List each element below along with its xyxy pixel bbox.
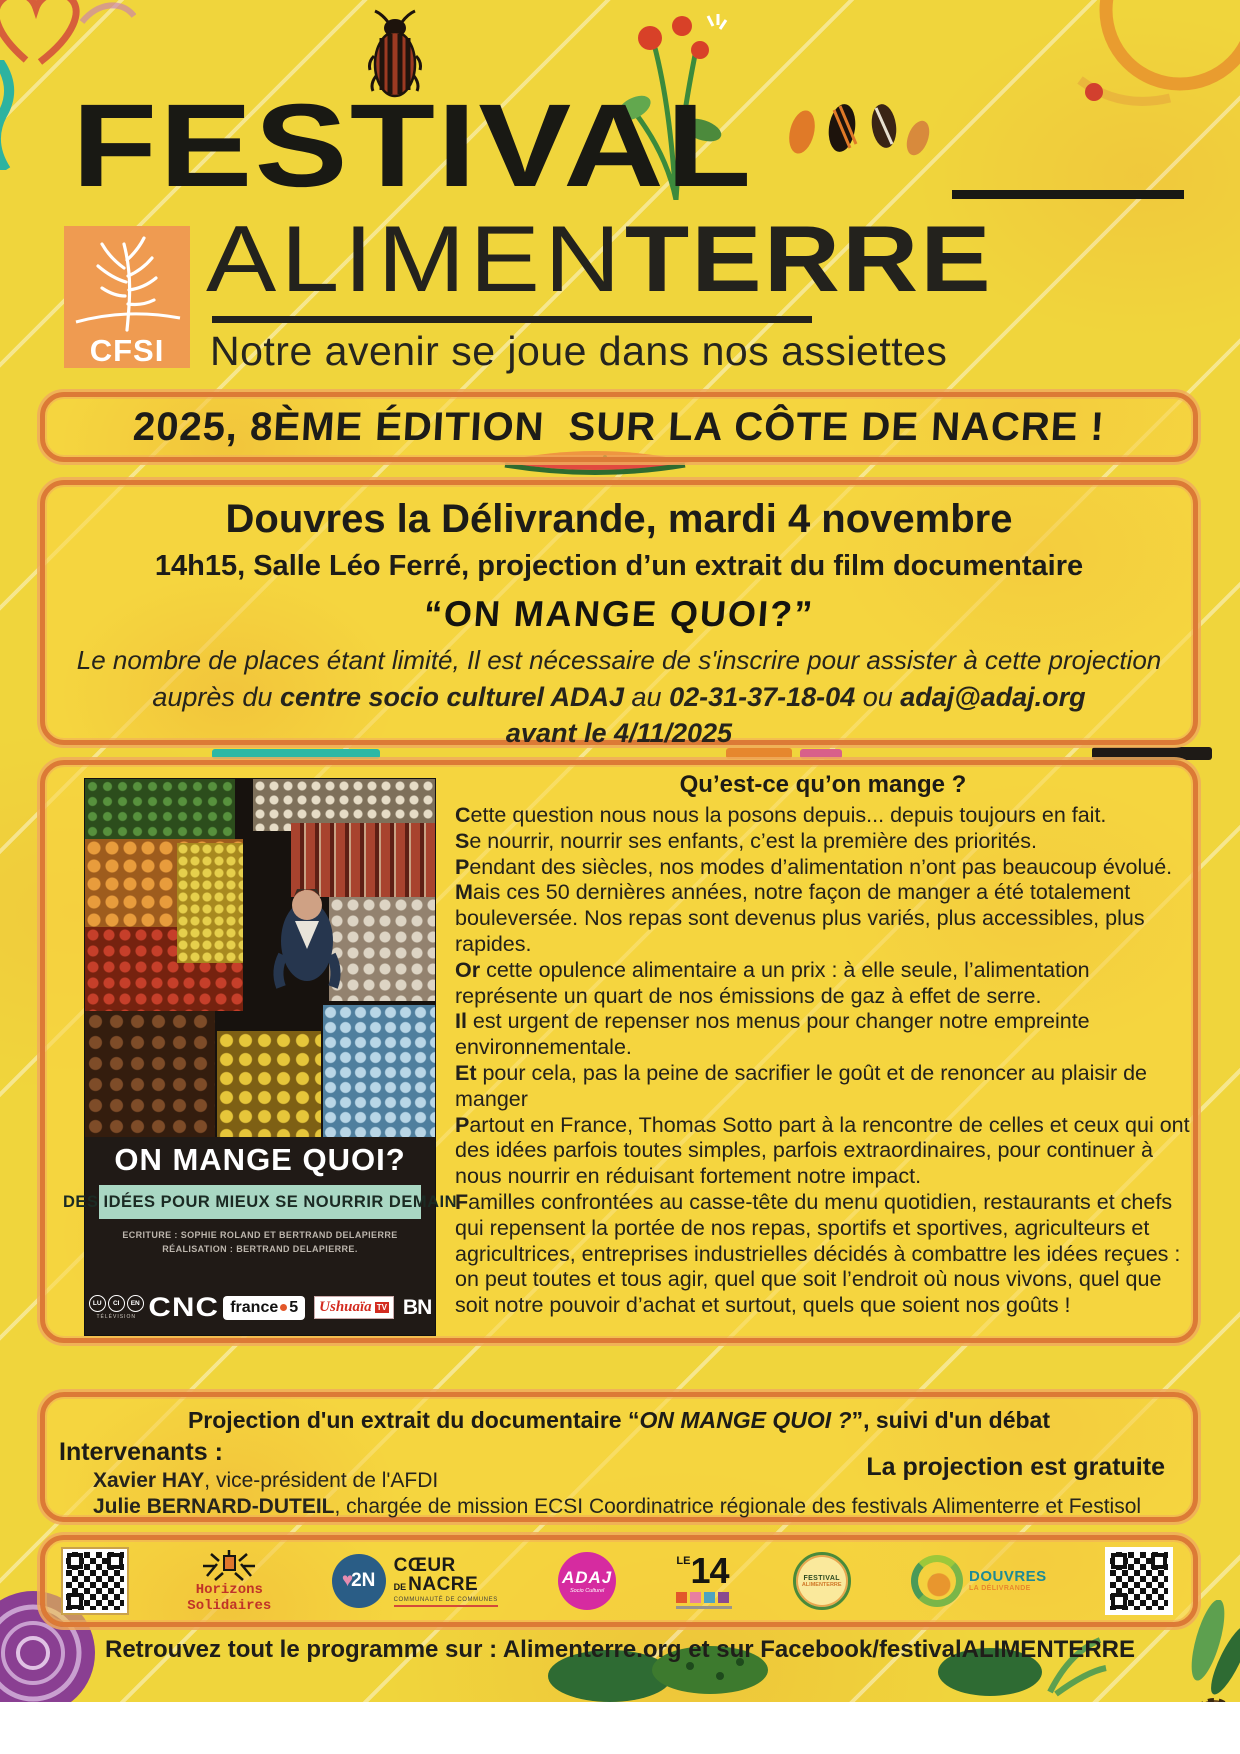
- douvres-ring-icon: [911, 1555, 963, 1607]
- event-place-date: Douvres la Délivrande, mardi 4 novembre: [225, 497, 1013, 541]
- lucien-ci: CI: [108, 1295, 125, 1312]
- synopsis-paragraphs: [455, 803, 1191, 1319]
- poster-title: ON MANGE QUOI?: [85, 1137, 435, 1183]
- poster-credits: [85, 1229, 435, 1256]
- festival-alimenterre-seal: [793, 1552, 851, 1610]
- qr-code-right: [1107, 1549, 1171, 1613]
- lucien-subtitle: TÉLÉVISION: [96, 1314, 136, 1320]
- le14-logo: [676, 1550, 732, 1609]
- register-mid2: ou: [855, 682, 901, 712]
- register-center-name: centre socio culturel ADAJ: [279, 682, 625, 712]
- speaker-1-role: , vice-président de l'AFDI: [204, 1469, 439, 1492]
- debate-box: [40, 1392, 1198, 1522]
- le14-le: LE: [676, 1555, 691, 1567]
- france5-text: france: [230, 1298, 279, 1316]
- synopsis-text: [455, 771, 1191, 1319]
- cfsi-label: CFSI: [89, 333, 165, 368]
- lucien-lu: LU: [89, 1295, 106, 1312]
- speaker-1-name: Xavier HAY: [93, 1469, 205, 1492]
- photo-grapes: [177, 843, 243, 963]
- alimenterre-title: [206, 206, 993, 311]
- qr-code-left: [63, 1549, 127, 1613]
- terre-bold: TERRE: [624, 206, 993, 311]
- event-film-title: “ON MANGE QUOI?”: [422, 593, 816, 634]
- ushuaia-tv-logo: [314, 1296, 394, 1319]
- seal-bottom-text: ALIMENTERRE: [801, 1581, 842, 1588]
- synopsis-paragraph: Or cette opulence alimentaire a un prix : à elle seule, l’alimentation représente un quart de nos émissions de gaz à effet de serre.: [455, 957, 1090, 1008]
- festival-title: FESTIVAL: [72, 80, 754, 212]
- debate-head-suffix: ”, suivi d'un débat: [851, 1407, 1051, 1433]
- photo-dairy-shelf: [323, 1005, 435, 1137]
- qr-finder-icon: [107, 1553, 123, 1569]
- cnc-logo: CNC: [148, 1292, 219, 1322]
- synopsis-paragraph: Se nourrir, nourrir ses enfants, c’est la première des priorités.: [455, 828, 1037, 853]
- horizons-name: [187, 1583, 271, 1614]
- alimen-light: ALIMEN: [206, 206, 625, 311]
- poster-subtitle: DES IDÉES POUR MIEUX SE NOURRIR DEMAIN: [99, 1185, 421, 1219]
- debate-head-prefix: Projection d'un extrait du documentaire “: [187, 1407, 640, 1433]
- le14-square-pink: [690, 1592, 701, 1603]
- edition-banner-text: 2025, 8ÈME ÉDITION SUR LA CÔTE DE NACRE !: [131, 404, 1107, 449]
- event-details-box: [40, 480, 1198, 748]
- qr-finder-icon: [1111, 1553, 1127, 1569]
- le14-baseline-bar: [676, 1606, 732, 1609]
- poster-logos-row: [85, 1292, 435, 1323]
- c2n-name-bottom: NACRE: [408, 1573, 479, 1595]
- partners-box: [40, 1535, 1198, 1627]
- le14-square-blue: [704, 1592, 715, 1603]
- tagline: Notre avenir se joue dans nos assiettes: [210, 328, 948, 374]
- le14-number: 14: [690, 1550, 729, 1591]
- synopsis-box: [40, 760, 1198, 1343]
- horizons-rays-icon: [201, 1548, 257, 1582]
- ushuaia-name: Ushuaïa: [319, 1299, 372, 1315]
- photo-lemons: [217, 1031, 321, 1137]
- synopsis-paragraph: Il est urgent de repenser nos menus pour changer notre empreinte environnementale.: [455, 1009, 1090, 1060]
- poster-credit-direction: RÉALISATION : BERTRAND DELAPIERRE.: [162, 1243, 358, 1254]
- synopsis-paragraph: Pendant des siècles, nos modes d’alimentation n’ont pas beaucoup évolué.: [455, 854, 1173, 879]
- le14-color-squares-icon: [676, 1592, 729, 1603]
- event-time-line: 14h15, Salle Léo Ferré, projection d’un extrait du film documentaire: [154, 550, 1084, 582]
- heart-icon: ♥: [341, 1570, 354, 1591]
- poster-credit-writing: ECRITURE : SOPHIE ROLAND ET BERTRAND DELAPIERRE: [122, 1230, 398, 1240]
- synopsis-paragraph: Familles confrontées au casse-tête du menu quotidien, restaurants et chefs qui repensent la portée de nos repas, sportifs et sportives, agriculteurs et agricultrices, entreprises industrielles décidés à combattre les idées reçues : on peut toutes et tous agir, quel que soit l’endroit où nous vivons, quel que soit notre pouvoir d’achat et surtout, quels que soient nos goûts !: [455, 1189, 1181, 1318]
- c2n-name-de: DE: [393, 1581, 407, 1592]
- qr-finder-icon: [67, 1593, 83, 1609]
- cfsi-logo: [64, 226, 190, 368]
- coeur-de-nacre-logo: [332, 1554, 498, 1608]
- photo-man-figure: [267, 871, 347, 1001]
- event-limit-note: Le nombre de places étant limité, Il est nécessaire de s'inscrire pour assister à cette projection: [76, 645, 1162, 675]
- intervenants-label: Intervenants :: [59, 1438, 223, 1466]
- cfsi-tree-icon: [72, 230, 182, 338]
- adaj-label: ADAJ: [561, 1568, 613, 1587]
- register-phone: 02-31-37-18-04: [669, 682, 856, 712]
- edition-banner: [40, 392, 1198, 462]
- france5-dot-icon: [280, 1304, 287, 1311]
- speaker-2: [93, 1495, 1173, 1519]
- paint-mark-pink: [800, 749, 842, 759]
- c2n-name-top: CŒUR: [393, 1554, 456, 1576]
- c2n-badge: [332, 1554, 386, 1608]
- scan-bottom-margin: [0, 1702, 1240, 1754]
- register-mid1: au: [624, 682, 670, 712]
- debate-head-title: ON MANGE QUOI ?: [639, 1407, 852, 1433]
- speaker-2-role: , chargée de mission ECSI Coordinatrice régionale des festivals Alimenterre et Festisol: [334, 1495, 1142, 1518]
- register-email: adaj@adaj.org: [900, 682, 1086, 712]
- synopsis-title: Qu’est-ce qu’on mange ?: [679, 771, 967, 798]
- bn-logo: BN: [402, 1295, 432, 1319]
- synopsis-paragraph: Mais ces 50 dernières années, notre façon de manger a été totalement bouleversée. Nos repas sont devenus plus variés, plus accessibles, plus rapides.: [455, 880, 1145, 956]
- ushuaia-tv-tag: TV: [376, 1303, 387, 1312]
- title-rule: [952, 190, 1184, 199]
- film-poster: [63, 779, 457, 1335]
- masthead: [0, 0, 1240, 390]
- lucien-circles: [89, 1295, 144, 1312]
- france5-number: 5: [289, 1298, 299, 1316]
- c2n-name: [394, 1556, 498, 1607]
- qr-finder-icon: [67, 1553, 83, 1569]
- le14-square-orange: [676, 1592, 687, 1603]
- qr-finder-icon: [1151, 1553, 1167, 1569]
- photo-boxes: [85, 1011, 215, 1137]
- le14-wordmark: [676, 1550, 729, 1591]
- horizons-line2: Solidaires: [187, 1597, 272, 1614]
- horizons-solidaires-logo: [187, 1548, 271, 1614]
- photo-greens: [85, 779, 235, 845]
- event-deadline: avant le 4/11/2025: [505, 718, 733, 748]
- register-prefix: auprès du: [152, 682, 280, 712]
- poster-photo: [85, 779, 435, 1137]
- lucien-tv-logo: [89, 1295, 144, 1320]
- c2n-badge-text: 2N: [351, 1570, 376, 1591]
- qr-finder-icon: [1111, 1593, 1127, 1609]
- debate-headline: [65, 1407, 1173, 1434]
- horizons-line1: Horizons: [195, 1582, 263, 1599]
- adaj-subtitle: Socio Culturel: [569, 1588, 605, 1594]
- free-projection-note: La projection est gratuite: [866, 1453, 1165, 1481]
- douvres-logo: [911, 1555, 1047, 1607]
- footer-program-line: Retrouvez tout le programme sur : Alimenterre.org et sur Facebook/festivalALIMENTERRE: [105, 1636, 1135, 1663]
- paint-mark-teal: [212, 749, 380, 759]
- synopsis-paragraph: Et pour cela, pas la peine de sacrifier le goût et de renoncer au plaisir de manger: [455, 1060, 1147, 1111]
- le14-square-purple: [718, 1592, 729, 1603]
- speaker-2-name: Julie BERNARD-DUTEIL: [93, 1495, 335, 1518]
- synopsis-paragraph: Cette question nous nous la posons depuis... depuis toujours en fait.: [455, 803, 1107, 827]
- alimenterre-rule: [212, 316, 812, 323]
- event-register-line: [45, 682, 1193, 713]
- douvres-subtitle: LA DÉLIVRANDE: [969, 1585, 1031, 1593]
- seal-top-text: FESTIVAL: [803, 1574, 840, 1582]
- lucien-en: EN: [127, 1295, 144, 1312]
- adaj-logo: [558, 1552, 616, 1610]
- c2n-subtitle: COMMUNAUTÉ DE COMMUNES: [394, 1597, 498, 1607]
- france5-logo: [223, 1296, 305, 1320]
- synopsis-paragraph: Partout en France, Thomas Sotto part à la rencontre de celles et ceux qui ont des idées parfois toutes simples, parfois extraordinaires, pour continuer à nous nourrir en réduisant fortement notre impact.: [455, 1112, 1190, 1189]
- douvres-name: DOUVRES: [969, 1567, 1047, 1585]
- douvres-text: [969, 1569, 1047, 1593]
- paint-mark-orange: [726, 748, 792, 759]
